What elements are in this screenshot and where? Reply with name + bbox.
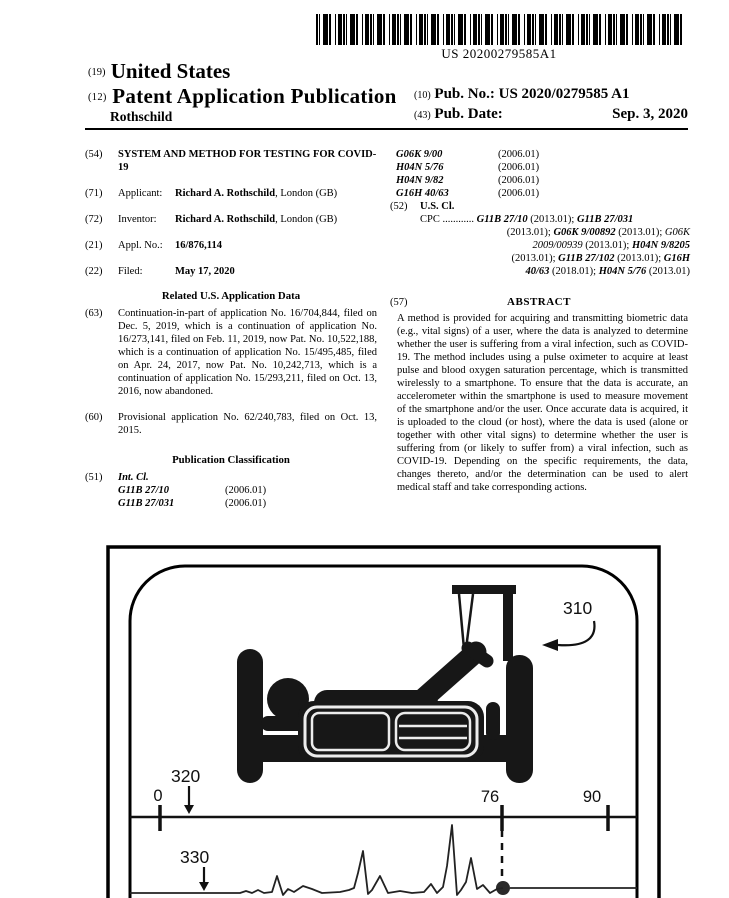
us-cl-label: U.S. Cl.: [420, 201, 455, 212]
filed-value: May 17, 2020: [175, 266, 235, 277]
patent-figure: [105, 545, 661, 898]
applicant-address: , London (GB): [275, 188, 338, 199]
field-tag: (21): [85, 240, 103, 251]
abstract-heading-row: [388, 296, 690, 309]
ref-330-label: 330: [180, 847, 210, 867]
inventor-address: , London (GB): [275, 214, 338, 225]
cpc-line: CPC ............ G11B 27/10 (2013.01); G11B 27/031: [420, 214, 634, 225]
pub-no-label: Pub. No.:: [434, 86, 495, 102]
pub-no-line: [414, 86, 688, 103]
bed-side-rail: [298, 701, 484, 762]
bedpost-right: [506, 655, 533, 783]
int-cl-list-left: [118, 484, 377, 510]
cpc-line: (2013.01); G11B 27/102 (2013.01); G16H: [511, 253, 690, 264]
patient-raised-leg: [415, 652, 476, 706]
provisional-text: Provisional application No. 62/240,783, filed on Oct. 13, 2015.: [118, 412, 377, 436]
inventor-name: Richard A. Rothschild: [175, 214, 276, 225]
field-tag: (57): [390, 297, 408, 308]
ref-310-arrowhead: [542, 639, 558, 651]
header-divider: [85, 128, 688, 130]
field-tag: (52): [390, 201, 408, 212]
kind-code-12: (12): [88, 92, 107, 103]
field-tag: (72): [85, 214, 103, 225]
bedpost-left: [237, 649, 263, 783]
appl-no-field: [85, 239, 377, 252]
country-name: United States: [110, 59, 231, 83]
bed-knob: [486, 702, 500, 740]
inventor-field: [85, 213, 377, 226]
field-tag: (51): [85, 472, 103, 483]
tick-label-76: 76: [480, 788, 500, 806]
related-data-heading: Related U.S. Application Data: [161, 290, 301, 302]
traction-pole: [503, 585, 513, 661]
filed-field: [85, 265, 377, 278]
int-cl-entry: G11B 27/031 (2006.01): [118, 498, 267, 509]
title-field: [85, 148, 377, 174]
field-tag: (71): [85, 188, 103, 199]
doc-type: Patent Application Publication: [112, 84, 397, 108]
applicant-label: Applicant:: [118, 188, 163, 199]
tick-label-0: 0: [153, 787, 163, 805]
field-tag: (54): [85, 149, 103, 160]
invention-title: SYSTEM AND METHOD FOR TESTING FOR COVID-19: [118, 149, 377, 173]
oxygen-scale-axis: [130, 805, 637, 831]
pub-date-label: Pub. Date:: [434, 106, 503, 122]
ref-310-arrow: [558, 621, 594, 645]
barcode: [316, 14, 682, 45]
continuation-text: Continuation-in-part of application No. 16/704,844, filed on Dec. 5, 2019, which is a continuation of application No. 16/273,141, filed on Feb. 11, 2019, now Pat. No. 10,522,188, which is a continuation of application No. 15/495,485, filed on Apr. 24, 2017, now Pat. No. 10,242,713, which is a continuation of application No. 15/293,211, filed on Oct. 13, 2016, now abandoned.: [118, 308, 377, 397]
pub-type-line: [88, 84, 397, 109]
appl-no-label: Appl. No.:: [118, 240, 163, 251]
field-tag: (63): [85, 308, 103, 319]
applicant-field: [85, 187, 377, 200]
left-column: [85, 148, 377, 523]
us-cl-field: [388, 200, 690, 213]
ref-330-arrowhead: [199, 882, 209, 891]
applicant-name: Richard A. Rothschild: [175, 188, 276, 199]
provisional-item: [85, 411, 377, 437]
cpc-block: [420, 213, 690, 278]
int-cl-entry: H04N 5/76 (2006.01): [396, 162, 540, 173]
inventor-surname: Rothschild: [110, 109, 173, 124]
kind-code-43: (43): [414, 110, 431, 121]
abstract-text: A method is provided for acquiring and transmitting biometric data (e.g., vital signs) of a user, where the data is analyzed to determine whether the user is suffering from a viral infection, such as COVID-19. The method includes using a pulse oximeter to acquire at least pulse and blood oxygen saturation percentage, which is transmitted wirelessly to a smartphone. To ensure that the data is accurate, an accelerometer within the smartphone is used to measure movement of the smartphone and/or the user. Once accurate data is acquired, it is uploaded to the cloud (or host), where the data is used (alone or together with other vital signs) to determine whether the user is suffering from (or likely to suffer from) a viral infection, such as COVID-19. Depending on the specific requirements, the data, changes thereto, and/or the determination can be used to alert medical staff and take corresponding actions.: [397, 313, 688, 493]
pub-no-value: US 2020/0279585 A1: [498, 86, 630, 102]
inventor-label: Inventor:: [118, 214, 157, 225]
cpc-line: 2009/00939 (2013.01); H04N 9/8205: [532, 240, 690, 251]
int-cl-entry: G11B 27/10 (2006.01): [118, 485, 267, 496]
barcode-block: [316, 14, 682, 62]
int-cl-entry: G16H 40/63 (2006.01): [396, 188, 540, 199]
right-column: [388, 148, 690, 494]
traction-cable-left: [459, 594, 464, 649]
pub-date-line: [414, 106, 688, 123]
field-tag: (22): [85, 266, 103, 277]
int-cl-entry: G06K 9/00 (2006.01): [396, 149, 540, 160]
publication-classification-heading: Publication Classification: [172, 454, 290, 466]
int-cl-entry: H04N 9/82 (2006.01): [396, 175, 540, 186]
continuation-item: [85, 307, 377, 398]
ref-310-label: 310: [563, 598, 593, 618]
filed-label: Filed:: [118, 266, 143, 277]
field-tag: (60): [85, 412, 103, 423]
cpc-line: (2013.01); G06K 9/00892 (2013.01); G06K: [506, 227, 690, 238]
tick-label-90: 90: [582, 788, 602, 806]
ref-320-label: 320: [171, 766, 201, 786]
int-cl-label: Int. Cl.: [118, 472, 149, 483]
abstract-heading: ABSTRACT: [507, 296, 571, 308]
country-line: [88, 59, 230, 84]
hospital-bed-illustration: [237, 585, 533, 783]
kind-code-19: (19): [88, 67, 106, 78]
appl-no-value: 16/876,114: [175, 240, 222, 251]
pub-date-value: Sep. 3, 2020: [612, 106, 688, 122]
int-cl-field: [85, 471, 377, 510]
cpc-line: 40/63 (2018.01); H04N 5/76 (2013.01): [525, 266, 690, 277]
kind-code-10: (10): [414, 90, 431, 101]
ref-320-arrowhead: [184, 805, 194, 814]
int-cl-list-right: [388, 148, 690, 200]
barcode-number: US 20200279585A1: [441, 46, 557, 61]
traction-cable-right: [466, 594, 473, 649]
